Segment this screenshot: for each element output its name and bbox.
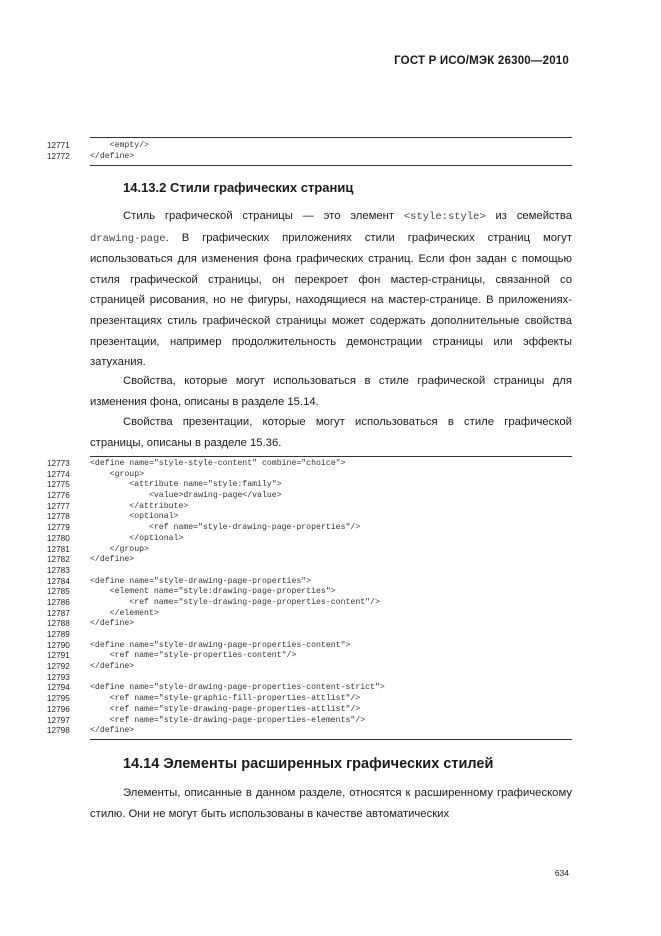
code-line — [0, 459, 661, 470]
code-text: <value>drawing-page</value> — [90, 491, 282, 501]
code-line — [0, 716, 661, 727]
code-text: </define> — [90, 555, 135, 565]
line-number: 12792 — [47, 662, 70, 672]
line-number: 12773 — [47, 459, 70, 468]
code-line — [0, 705, 661, 716]
inline-code-drawing-page: drawing-page — [90, 232, 166, 245]
paragraph-presentation-properties: Свойства презентации, которые могут использоваться в стиле графической страницы, описаны в разделе 15.36. — [90, 416, 572, 449]
line-number: 12777 — [47, 501, 70, 511]
code-text: <define name="style-drawing-page-properties-content"> — [90, 640, 351, 650]
code-line — [0, 152, 661, 163]
section-heading-14-13-2: 14.13.2 Стили графических страниц — [123, 180, 354, 195]
code-text: <ref name="style-drawing-page-properties-attlist"/> — [90, 704, 361, 714]
code-text: <empty/> — [90, 141, 149, 150]
code-text: <element name="style:drawing-page-properties"> — [90, 587, 336, 597]
code-text: </attribute> — [90, 501, 189, 511]
code-line — [0, 141, 661, 152]
code-line — [0, 598, 661, 609]
code-line — [0, 726, 661, 737]
code-text: <optional> — [90, 512, 179, 522]
code-line — [0, 555, 661, 566]
code-text: <attribute name="style:family"> — [90, 480, 282, 490]
code-line — [0, 662, 661, 673]
code-line — [0, 694, 661, 705]
line-number: 12774 — [47, 469, 70, 479]
line-number: 12776 — [47, 491, 70, 501]
paragraph-background-properties: Свойства, которые могут использоваться в стиле графической страницы для изменения фона, описаны в разделе 15.14. — [90, 375, 572, 408]
line-number: 12788 — [47, 619, 70, 629]
code-rule-bottom — [90, 739, 572, 740]
paragraph-text: . В графических приложениях стили графических страниц могут использоваться для изменения фона графических страниц. Если фон задан с помощью стиля графической страницы, он перекроет фон мастер-страницы, связанной со страницей рисования, но не фигуры, находящиеся на мастер-странице. В приложениях-презентациях стиль графической страницы может содержать дополнительные свойства презентации, например продолжительность демонстрации страницы или эффекты затухания. — [90, 231, 572, 369]
paragraph-extended-styles: Элементы, описанные в данном разделе, относятся к расширенному графическому стилю. Они не могут быть использованы в качестве автоматических — [90, 787, 572, 820]
code-text: <group> — [90, 469, 145, 479]
line-number: 12782 — [47, 555, 70, 565]
code-rule-bottom — [90, 165, 572, 166]
paragraph-page-style-intro — [90, 206, 572, 373]
code-line — [0, 491, 661, 502]
code-text: <ref name="style-graphic-fill-properties-attlist"/> — [90, 694, 361, 704]
code-text: </optional> — [90, 533, 184, 543]
line-number: 12781 — [47, 544, 70, 554]
inline-code-style-style: <style:style> — [403, 211, 486, 223]
line-number: 12798 — [47, 726, 70, 736]
code-text: </define> — [90, 662, 135, 672]
code-text: </element> — [90, 608, 159, 618]
line-number: 12786 — [47, 597, 70, 607]
line-number: 12778 — [47, 512, 70, 522]
code-line — [0, 577, 661, 588]
code-line — [0, 641, 661, 652]
code-line — [0, 619, 661, 630]
line-number: 12787 — [47, 608, 70, 618]
page-number: 634 — [554, 868, 569, 878]
code-text: <ref name="style-drawing-page-properties-elements"/> — [90, 715, 366, 725]
code-line — [0, 651, 661, 662]
code-text: <ref name="style-properties-content"/> — [90, 651, 297, 661]
line-number: 12794 — [47, 683, 70, 693]
code-line — [0, 512, 661, 523]
line-number: 12780 — [47, 533, 70, 543]
line-number: 12797 — [47, 715, 70, 725]
code-text: <define name="style-drawing-page-properties"> — [90, 576, 312, 586]
code-block-1 — [0, 141, 661, 162]
code-rule-top — [90, 456, 572, 457]
line-number: 12795 — [47, 694, 70, 704]
code-text: <ref name="style-drawing-page-properties-content"/> — [90, 597, 380, 607]
paragraph-text: из семейства — [485, 210, 572, 222]
code-line — [0, 566, 661, 577]
line-number: 12772 — [47, 151, 70, 161]
code-text: </define> — [90, 726, 135, 736]
document-header-title: ГОСТ Р ИСО/МЭК 26300—2010 — [394, 55, 569, 67]
code-text: <ref name="style-drawing-page-properties"/> — [90, 523, 361, 533]
code-line — [0, 545, 661, 556]
code-block-2 — [0, 459, 661, 737]
code-line — [0, 673, 661, 684]
code-text: </define> — [90, 151, 135, 161]
code-line — [0, 630, 661, 641]
code-text: <define name="style-style-content" combine="choice"> — [90, 459, 346, 468]
code-line — [0, 502, 661, 513]
code-line — [0, 683, 661, 694]
line-number: 12789 — [47, 630, 70, 639]
code-text: <define name="style-drawing-page-properties-content-strict"> — [90, 683, 385, 693]
code-text: </define> — [90, 619, 135, 629]
code-line — [0, 480, 661, 491]
section-heading-14-14: 14.14 Элементы расширенных графических стилей — [123, 756, 494, 772]
line-number: 12793 — [47, 672, 70, 682]
line-number: 12779 — [47, 523, 70, 533]
line-number: 12790 — [47, 640, 70, 650]
line-number: 12775 — [47, 480, 70, 490]
code-rule-top — [90, 137, 572, 138]
code-line — [0, 534, 661, 545]
line-number: 12785 — [47, 587, 70, 597]
line-number: 12771 — [47, 141, 70, 150]
line-number: 12791 — [47, 651, 70, 661]
paragraph-text: Стиль графической страницы — это элемент — [123, 210, 404, 222]
code-line — [0, 470, 661, 481]
line-number: 12784 — [47, 576, 70, 586]
code-line — [0, 523, 661, 534]
code-line — [0, 587, 661, 598]
code-text: </group> — [90, 544, 149, 554]
line-number: 12796 — [47, 704, 70, 714]
code-line — [0, 609, 661, 620]
line-number: 12783 — [47, 565, 70, 575]
